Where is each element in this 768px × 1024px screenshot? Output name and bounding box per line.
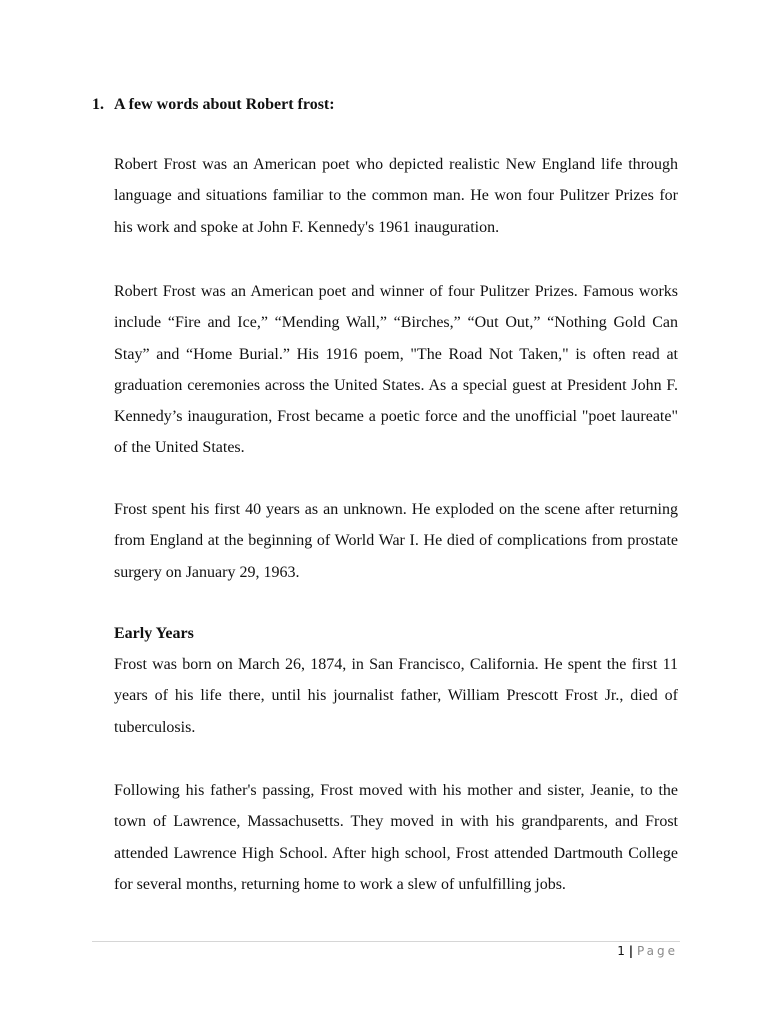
page-label: Page: [636, 944, 678, 958]
section-title: A few words about Robert frost:: [114, 96, 335, 113]
footer-divider: [92, 941, 680, 942]
early-years-heading: Early Years: [114, 625, 194, 642]
page-separator: |: [628, 944, 634, 958]
career-paragraph: Frost spent his first 40 years as an unknown. He exploded on the scene after returning from England at the beginning of World War I. He died of complications from prostate surgery on January 29, 1963.: [114, 501, 678, 581]
famous-works-paragraph: Robert Frost was an American poet and winner of four Pulitzer Prizes. Famous works include “Fire and Ice,” “Mending Wall,” “Birches,” “Out Out,” “Nothing Gold Can Stay” and “Home Burial.” His 1916 poem, "The Road Not Taken," is often read at graduation ceremonies across the United States. As a special guest at President John F. Kennedy’s inauguration, Frost became a poetic force and the unofficial "poet laureate" of the United States.: [114, 283, 678, 457]
page-footer: [617, 943, 678, 959]
move-paragraph: Following his father's passing, Frost moved with his mother and sister, Jeanie, to the town of Lawrence, Massachusetts. They moved in with his grandparents, and Frost attended Lawrence High School. After high school, Frost attended Dartmouth College for several months, returning home to work a slew of unfulfilling jobs.: [114, 782, 678, 893]
page-number: 1: [617, 944, 625, 958]
intro-paragraph: Robert Frost was an American poet who depicted realistic New England life through language and situations familiar to the common man. He won four Pulitzer Prizes for his work and spoke at John F. Kennedy's 1961 inauguration.: [114, 156, 678, 236]
section-heading: [92, 94, 335, 116]
birth-paragraph: Frost was born on March 26, 1874, in San Francisco, California. He spent the first 11 years of his life there, until his journalist father, William Prescott Frost Jr., died of tuberculosis.: [114, 656, 678, 736]
section-number: 1.: [92, 96, 104, 113]
